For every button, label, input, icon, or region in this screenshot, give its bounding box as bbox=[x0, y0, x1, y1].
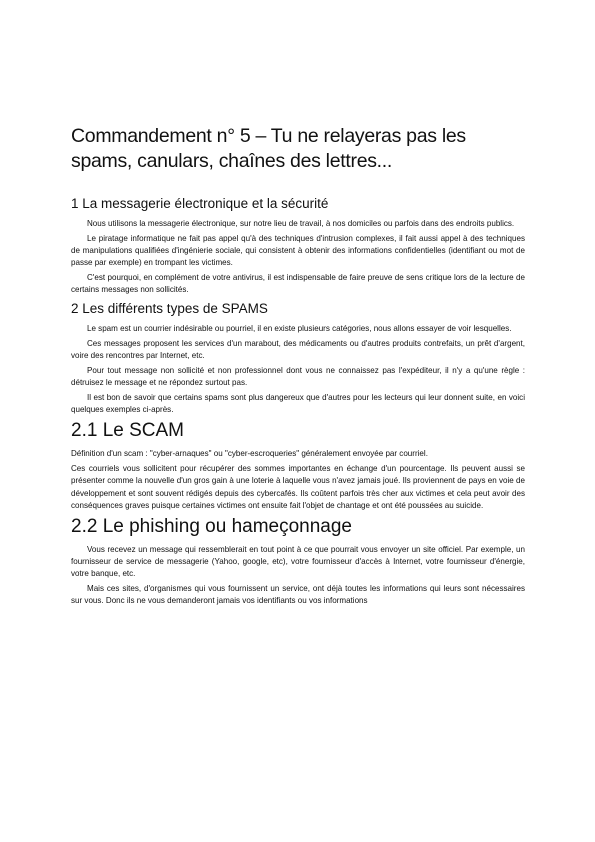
document-page bbox=[71, 124, 525, 610]
paragraph: C'est pourquoi, en complément de votre antivirus, il est indispensable de faire preuve de sens critique lors de la lecture de certains messages non sollicités. bbox=[71, 273, 525, 295]
paragraph: Ces messages proposent les services d'un marabout, des médicaments ou d'autres produits contrefaits, un prêt d'argent, voire des rencontres par Internet, etc. bbox=[71, 338, 525, 360]
section-heading-messagerie: 1 La messagerie électronique et la sécurité bbox=[71, 196, 329, 211]
paragraph: Nous utilisons la messagerie électronique, sur notre lieu de travail, à nos domiciles ou parfois dans des endroits publics. bbox=[87, 219, 515, 228]
section-heading-types-spams: 2 Les différents types de SPAMS bbox=[71, 300, 268, 316]
paragraph: Pour tout message non sollicité et non professionnel dont vous ne connaissez pas l'expéditeur, il n'y a qu'une règle : détruisez le message et ne répondez surtout pas. bbox=[71, 365, 525, 387]
paragraph: Mais ces sites, d'organismes qui vous fournissent un service, ont déjà toutes les informations qui leurs sont nécessaires sur vous. Donc ils ne vous demanderont jamais vos identifiants ou vos informations bbox=[71, 583, 525, 606]
document-title: Commandement n° 5 – Tu ne relayeras pas les spams, canulars, chaînes des lettres... bbox=[71, 125, 466, 172]
section-heading-phishing: 2.2 Le phishing ou hameçonnage bbox=[71, 515, 353, 537]
section-heading-scam: 2.1 Le SCAM bbox=[71, 420, 184, 442]
paragraph: Ces courriels vous sollicitent pour récupérer des sommes importantes en échange d'un pourcentage. Ils peuvent aussi se présenter comme la nouvelle d'un gros gain à une loterie à laquelle vous n'avez jamais joué. Ils proviennent de pays en voie de développement et sont souvent rédigés depuis des cybercafés. Ils coûtent parfois très cher aux victimes et cela peut avoir des conséquences graves puisque certaines victimes ont ensuite fait l'objet de chantage et ont été poussées au suicide. bbox=[71, 464, 525, 510]
paragraph: Vous recevez un message qui ressemblerait en tout point à ce que pourrait vous envoyer un site officiel. Par exemple, un fournisseur de service de messagerie (Yahoo, google, etc), votre fournisseur d'accès à Internet, votre fournisseur d'énergie, votre banque, etc. bbox=[71, 544, 525, 578]
paragraph: Le spam est un courrier indésirable ou pourriel, il en existe plusieurs catégories, nous allons essayer de voir lesquelles. bbox=[87, 323, 512, 333]
paragraph: Définition d'un scam : "cyber-arnaques" ou "cyber-escroqueries" généralement envoyée par courriel. bbox=[71, 449, 428, 459]
paragraph: Il est bon de savoir que certains spams sont plus dangereux que d'autres pour les lecteurs qui leur donnent suite, en voici quelques exemples ci-après. bbox=[71, 393, 525, 415]
paragraph: Le piratage informatique ne fait pas appel qu'à des techniques d'intrusion complexes, il fait aussi appel à des techniques de manipulations qualifiées d'ingénierie sociale, qui consistent à obtenir des informations confidentielles (identifiant ou mot de passe par exemple) en trompant les victimes. bbox=[71, 234, 525, 268]
